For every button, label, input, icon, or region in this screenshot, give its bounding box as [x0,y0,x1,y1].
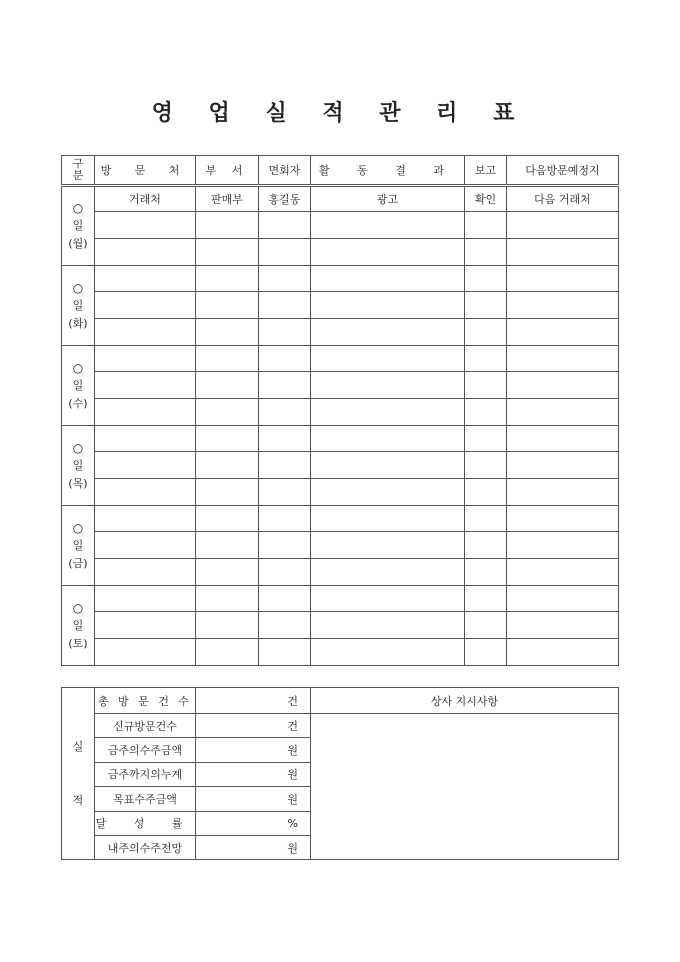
next-visit-cell[interactable]: 다음 거래처 [507,186,619,212]
weekly-report-table [61,155,619,666]
next-visit-cell[interactable] [507,452,619,479]
dept-cell[interactable] [196,212,259,239]
next-visit-cell[interactable] [507,639,619,666]
report-cell[interactable] [465,239,507,266]
day-weekday: (목) [68,476,88,490]
report-cell[interactable] [465,266,507,292]
dept-cell[interactable] [196,586,259,612]
next-visit-cell[interactable] [507,239,619,266]
performance-value-cell[interactable]: 원 [196,787,311,811]
day-row [62,239,619,266]
interviewee-cell[interactable]: 홍길동 [259,186,311,212]
next-visit-cell[interactable] [507,319,619,346]
interviewee-cell[interactable] [259,559,311,586]
dept-cell[interactable] [196,452,259,479]
interviewee-cell[interactable] [259,266,311,292]
day-weekday: (월) [68,237,88,250]
visit-header: 방 문 처 [95,156,196,186]
interviewee-cell[interactable] [259,292,311,319]
dept-cell[interactable] [196,559,259,586]
activity-cell[interactable]: 광고 [311,186,465,212]
day-circle-mark: ○ [72,520,84,535]
day-row [62,212,619,239]
day-label-cell [62,346,95,426]
result-header: 활 동 결 과 [311,156,465,186]
interviewee-cell[interactable] [259,239,311,266]
interviewee-cell[interactable] [259,506,311,532]
activity-cell[interactable] [311,532,465,559]
next-visit-cell[interactable] [507,212,619,239]
activity-cell[interactable] [311,212,465,239]
performance-value-cell[interactable]: 건 [196,688,311,714]
day-label: 일 [72,618,84,632]
report-cell[interactable] [465,212,507,239]
activity-cell[interactable] [311,319,465,346]
dept-cell[interactable] [196,426,259,452]
performance-value-cell[interactable]: 건 [196,714,311,738]
day-row [62,399,619,426]
performance-value-cell[interactable]: 원 [196,738,311,762]
interviewee-cell[interactable] [259,612,311,639]
directions-content[interactable] [311,714,619,860]
day-weekday: (수) [68,396,88,410]
day-label: 일 [72,538,84,552]
report-cell[interactable] [465,319,507,346]
client-cell[interactable] [95,639,196,666]
report-cell[interactable] [465,346,507,372]
dept-cell[interactable] [196,319,259,346]
next-visit-cell[interactable] [507,292,619,319]
day-row [62,559,619,586]
division-header-top: 구 [72,157,84,170]
interviewee-cell[interactable] [259,479,311,506]
day-circle-mark: ○ [72,600,84,615]
day-row [62,346,619,372]
next-visit-cell[interactable] [507,532,619,559]
dept-cell[interactable]: 판매부 [196,186,259,212]
day-label-cell [62,586,95,666]
day-label: 일 [72,378,84,392]
interviewee-cell[interactable] [259,212,311,239]
interviewee-cell[interactable] [259,532,311,559]
client-cell[interactable] [95,586,196,612]
dept-cell[interactable] [196,479,259,506]
client-cell[interactable] [95,266,196,292]
report-cell[interactable] [465,399,507,426]
activity-cell[interactable] [311,399,465,426]
report-cell[interactable]: 확인 [465,186,507,212]
day-row [62,372,619,399]
activity-cell[interactable] [311,586,465,612]
interviewee-cell[interactable] [259,346,311,372]
client-cell[interactable] [95,292,196,319]
interviewee-cell[interactable] [259,586,311,612]
interviewee-cell[interactable] [259,639,311,666]
client-cell[interactable] [95,506,196,532]
day-circle-mark: ○ [72,280,84,295]
performance-item-label: 달 성 률 [95,811,196,835]
report-cell[interactable] [465,426,507,452]
dept-cell[interactable] [196,639,259,666]
activity-cell[interactable] [311,452,465,479]
next-visit-cell[interactable] [507,426,619,452]
report-cell[interactable] [465,452,507,479]
day-label: 일 [72,298,84,312]
day-weekday: (금) [68,556,88,570]
next-visit-cell[interactable] [507,479,619,506]
interviewee-header: 면회자 [259,156,311,186]
client-cell[interactable] [95,346,196,372]
report-cell[interactable] [465,372,507,399]
division-header [62,156,95,186]
interviewee-cell[interactable] [259,452,311,479]
activity-cell[interactable] [311,239,465,266]
activity-cell[interactable] [311,426,465,452]
dept-cell[interactable] [196,266,259,292]
day-weekday: (토) [68,636,88,650]
activity-cell[interactable] [311,372,465,399]
activity-cell[interactable] [311,266,465,292]
dept-cell[interactable] [196,239,259,266]
dept-cell[interactable] [196,399,259,426]
day-row [62,639,619,666]
day-row [62,186,619,212]
dept-cell[interactable] [196,346,259,372]
client-cell[interactable] [95,479,196,506]
next-visit-header: 다음방문예정지 [507,156,619,186]
dept-cell[interactable] [196,532,259,559]
day-row [62,319,619,346]
interviewee-cell[interactable] [259,319,311,346]
day-circle-mark: ○ [72,201,84,215]
performance-value-cell[interactable]: 원 [196,835,311,859]
day-label: 일 [72,458,84,472]
client-cell[interactable] [95,532,196,559]
dept-cell[interactable] [196,506,259,532]
performance-row [62,714,619,738]
next-visit-cell[interactable] [507,266,619,292]
report-header: 보고 [465,156,507,186]
client-cell[interactable] [95,426,196,452]
activity-cell[interactable] [311,506,465,532]
day-row [62,292,619,319]
performance-item-label: 총 방 문 건 수 [95,688,196,714]
day-row [62,586,619,612]
performance-item-label: 신규방문건수 [95,714,196,738]
interviewee-cell[interactable] [259,399,311,426]
report-cell[interactable] [465,292,507,319]
division-header-bottom: 분 [72,169,84,182]
activity-cell[interactable] [311,612,465,639]
day-row [62,479,619,506]
next-visit-cell[interactable] [507,399,619,426]
performance-value-cell[interactable]: % [196,811,311,835]
activity-cell[interactable] [311,479,465,506]
day-weekday: (화) [68,316,88,330]
interviewee-cell[interactable] [259,426,311,452]
client-cell[interactable] [95,399,196,426]
interviewee-cell[interactable] [259,372,311,399]
next-visit-cell[interactable] [507,346,619,372]
page-title: 영 업 실 적 관 리 표 [151,101,529,126]
activity-cell[interactable] [311,559,465,586]
next-visit-cell[interactable] [507,372,619,399]
performance-item-label: 목표수주금액 [95,787,196,811]
day-row [62,532,619,559]
day-label: 일 [72,219,84,232]
performance-label-bottom: 적 [72,793,84,807]
client-cell[interactable] [95,452,196,479]
report-cell[interactable] [465,479,507,506]
next-visit-cell[interactable] [507,506,619,532]
report-cell[interactable] [465,532,507,559]
dept-cell[interactable] [196,372,259,399]
day-label-cell [62,266,95,346]
client-cell[interactable] [95,612,196,639]
client-cell[interactable]: 거래처 [95,186,196,212]
day-row [62,266,619,292]
dept-header: 부 서 [196,156,259,186]
report-cell[interactable] [465,586,507,612]
day-row [62,426,619,452]
performance-item-label: 내주의수주전망 [95,835,196,859]
performance-label-top: 실 [72,739,84,753]
client-cell[interactable] [95,239,196,266]
activity-cell[interactable] [311,346,465,372]
client-cell[interactable] [95,212,196,239]
dept-cell[interactable] [196,612,259,639]
client-cell[interactable] [95,372,196,399]
day-label-cell [62,506,95,586]
performance-item-label: 금주까지의누계 [95,762,196,786]
next-visit-cell[interactable] [507,612,619,639]
next-visit-cell[interactable] [507,559,619,586]
activity-cell[interactable] [311,639,465,666]
day-circle-mark: ○ [72,440,84,455]
activity-cell[interactable] [311,292,465,319]
performance-table [61,687,619,860]
day-circle-mark: ○ [72,360,84,375]
performance-item-label: 금주의수주금액 [95,738,196,762]
client-cell[interactable] [95,319,196,346]
day-row [62,506,619,532]
performance-value-cell[interactable]: 원 [196,762,311,786]
day-label-cell [62,186,95,266]
performance-label-cell [62,688,95,860]
report-cell[interactable] [465,559,507,586]
day-row [62,612,619,639]
next-visit-cell[interactable] [507,586,619,612]
report-cell[interactable] [465,612,507,639]
directions-header: 상사 지시사항 [311,688,619,714]
client-cell[interactable] [95,559,196,586]
performance-row [62,688,619,714]
day-label-cell [62,426,95,506]
report-cell[interactable] [465,639,507,666]
dept-cell[interactable] [196,292,259,319]
report-cell[interactable] [465,506,507,532]
day-row [62,452,619,479]
